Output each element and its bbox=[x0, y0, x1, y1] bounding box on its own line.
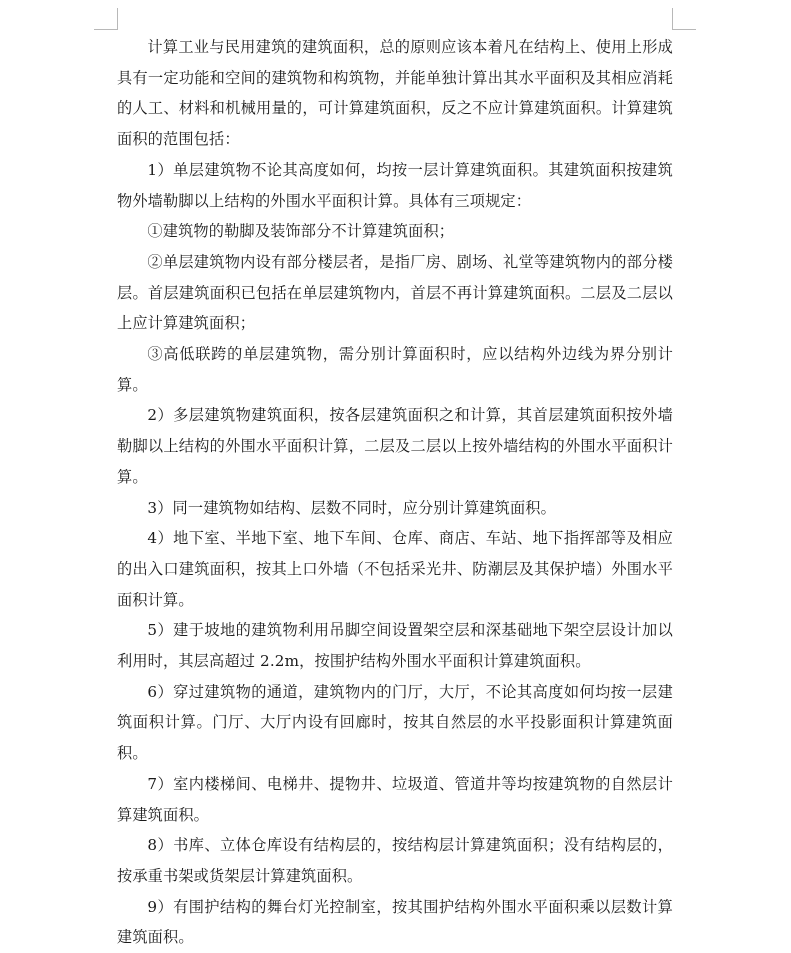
crop-mark-top-right-vertical bbox=[672, 8, 673, 30]
paragraph-item-1: 1）单层建筑物不论其高度如何，均按一层计算建筑面积。其建筑面积按建筑物外墙勒脚以上结构的外围水平面积计算。具体有三项规定： bbox=[117, 160, 673, 210]
paragraph-item-5: 5）建于坡地的建筑物利用吊脚空间设置架空层和深基础地下架空层设计加以利用时，其层高超过 2.2m，按围护结构外围水平面积计算建筑面积。 bbox=[117, 621, 673, 671]
paragraph-item-8: 8）书库、立体仓库设有结构层的，按结构层计算建筑面积；没有结构层的，按承重书架或货架层计算建筑面积。 bbox=[117, 836, 673, 885]
crop-mark-top-right-horizontal bbox=[672, 29, 696, 30]
paragraph-item-6: 6）穿过建筑物的通道，建筑物内的门厅，大厅，不论其高度如何均按一层建筑面积计算。门厅、大厅内设有回廊时，按其自然层的水平投影面积计算建筑面积。 bbox=[117, 682, 673, 763]
paragraph-item-4: 4）地下室、半地下室、地下车间、仓库、商店、车站、地下指挥部等及相应的出入口建筑面积，按其上口外墙（不包括采光井、防潮层及其保护墙）外围水平面积计算。 bbox=[117, 529, 673, 609]
paragraph-item-3: 3）同一建筑物如结构、层数不同时，应分别计算建筑面积。 bbox=[147, 498, 556, 517]
paragraph-item-2: 2）多层建筑物建筑面积，按各层建筑面积之和计算，其首层建筑面积按外墙勒脚以上结构的外围水平面积计算，二层及二层以上按外墙结构的外围水平面积计算。 bbox=[117, 406, 673, 486]
paragraph-subitem-2: ②单层建筑物内设有部分楼层者，是指厂房、剧场、礼堂等建筑物内的部分楼层。首层建筑面积已包括在单层建筑物内，首层不再计算建筑面积。二层及二层以上应计算建筑面积； bbox=[117, 252, 673, 333]
paragraph-item-7: 7）室内楼梯间、电梯井、提物井、垃圾道、管道井等均按建筑物的自然层计算建筑面积。 bbox=[117, 774, 673, 824]
crop-mark-top-left-vertical bbox=[117, 8, 118, 30]
crop-mark-top-left-horizontal bbox=[94, 29, 118, 30]
paragraph-intro: 计算工业与民用建筑的建筑面积，总的原则应该本着凡在结构上、使用上形成具有一定功能和空间的建筑物和构筑物，并能单独计算出其水平面积及其相应消耗的人工、材料和机械用量的，可计算建筑面积，反之不应计算建筑面积。计算建筑面积的范围包括： bbox=[117, 38, 673, 149]
paragraph-subitem-1: ①建筑物的勒脚及装饰部分不计算建筑面积； bbox=[147, 222, 455, 241]
paragraph-subitem-3: ③高低联跨的单层建筑物，需分别计算面积时，应以结构外边线为界分别计算。 bbox=[117, 345, 673, 394]
paragraph-item-9: 9）有围护结构的舞台灯光控制室，按其围护结构外围水平面积乘以层数计算建筑面积。 bbox=[117, 897, 673, 947]
document-body bbox=[117, 32, 673, 953]
